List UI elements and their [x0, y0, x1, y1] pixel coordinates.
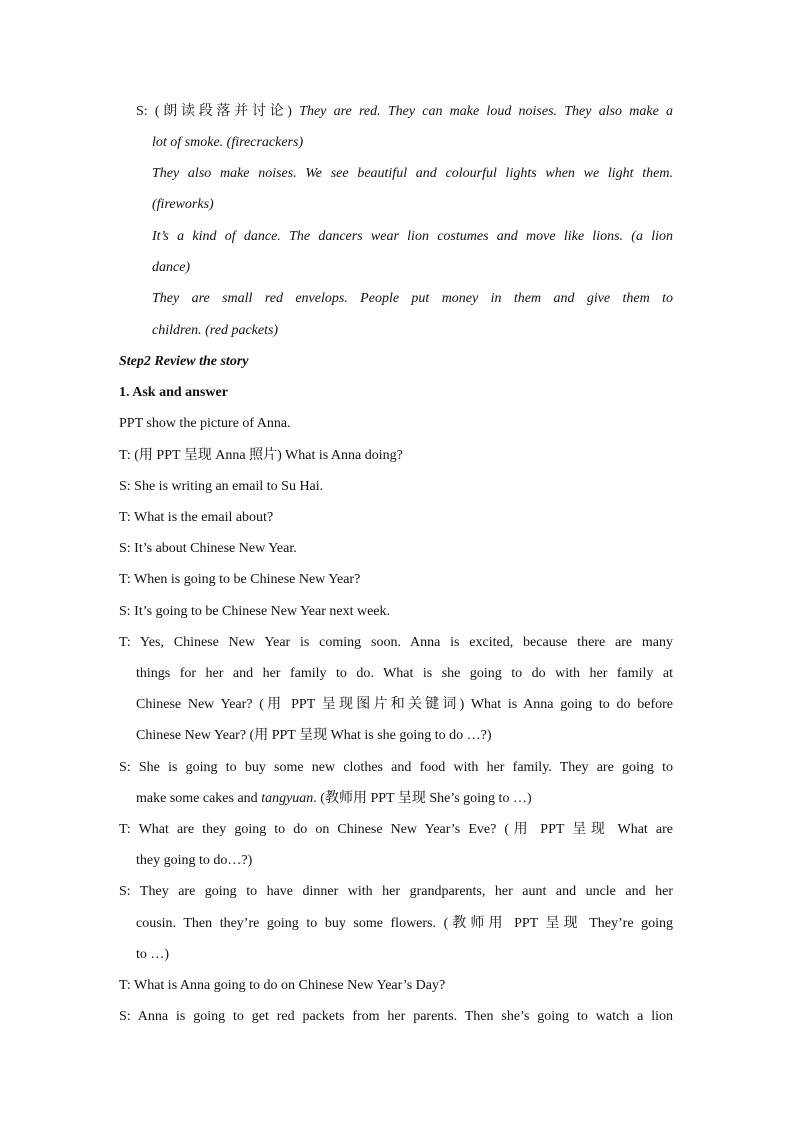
dialogue-line: T: What is the email about?: [119, 510, 274, 525]
dialogue-line: S: It’s going to be Chinese New Year next week.: [119, 604, 391, 619]
dialogue-line: S: She is going to buy some new clothes and food with her family. They are going to: [119, 760, 673, 775]
dialogue-line: Chinese New Year? (用 PPT 呈现图片和关键词) What is Anna going to do before: [136, 697, 673, 712]
subsection-heading: 1. Ask and answer: [119, 385, 228, 400]
dialogue-line: It’s a kind of dance. The dancers wear lion costumes and move like lions. (a lion: [152, 229, 673, 244]
dialogue-line: children. (red packets): [152, 323, 279, 338]
dialogue-line: They also make noises. We see beautiful and colourful lights when we light them.: [152, 166, 673, 181]
dialogue-line: lot of smoke. (firecrackers): [152, 135, 304, 150]
dialogue-line: Chinese New Year? (用 PPT 呈现 What is she going to do …?): [136, 728, 492, 743]
dialogue-line: They are small red envelops. People put money in them and give them to: [152, 291, 673, 306]
dialogue-line: dance): [152, 260, 191, 275]
dialogue-line: T: Yes, Chinese New Year is coming soon. Anna is excited, because there are many: [119, 635, 673, 650]
dialogue-line: S: They are going to have dinner with her grandparents, her aunt and uncle and her: [119, 884, 673, 899]
dialogue-line: things for her and her family to do. What is she going to do with her family at: [136, 666, 673, 681]
dialogue-line: S: It’s about Chinese New Year.: [119, 541, 297, 556]
dialogue-line: S: She is writing an email to Su Hai.: [119, 479, 324, 494]
dialogue-line: T: What is Anna going to do on Chinese New Year’s Day?: [119, 978, 446, 993]
dialogue-line: to …): [136, 947, 170, 962]
dialogue-line: cousin. Then they’re going to buy some flowers. (教师用 PPT 呈现 They’re going: [136, 916, 673, 931]
dialogue-line: T: When is going to be Chinese New Year?: [119, 572, 361, 587]
dialogue-line: they going to do…?): [136, 853, 253, 868]
dialogue-line: S: (朗读段落并讨论) They are red. They can make loud noises. They also make a: [136, 104, 673, 119]
section-heading: Step2 Review the story: [119, 354, 249, 369]
dialogue-line: T: (用 PPT 呈现 Anna 照片) What is Anna doing?: [119, 448, 403, 463]
dialogue-line: make some cakes and tangyuan. (教师用 PPT 呈现 She’s going to …): [136, 791, 532, 806]
dialogue-line: S: Anna is going to get red packets from her parents. Then she’s going to watch a lion: [119, 1009, 673, 1024]
dialogue-line: (fireworks): [152, 197, 214, 212]
dialogue-line: T: What are they going to do on Chinese New Year’s Eve? (用 PPT 呈现 What are: [119, 822, 673, 837]
dialogue-line: PPT show the picture of Anna.: [119, 416, 291, 431]
